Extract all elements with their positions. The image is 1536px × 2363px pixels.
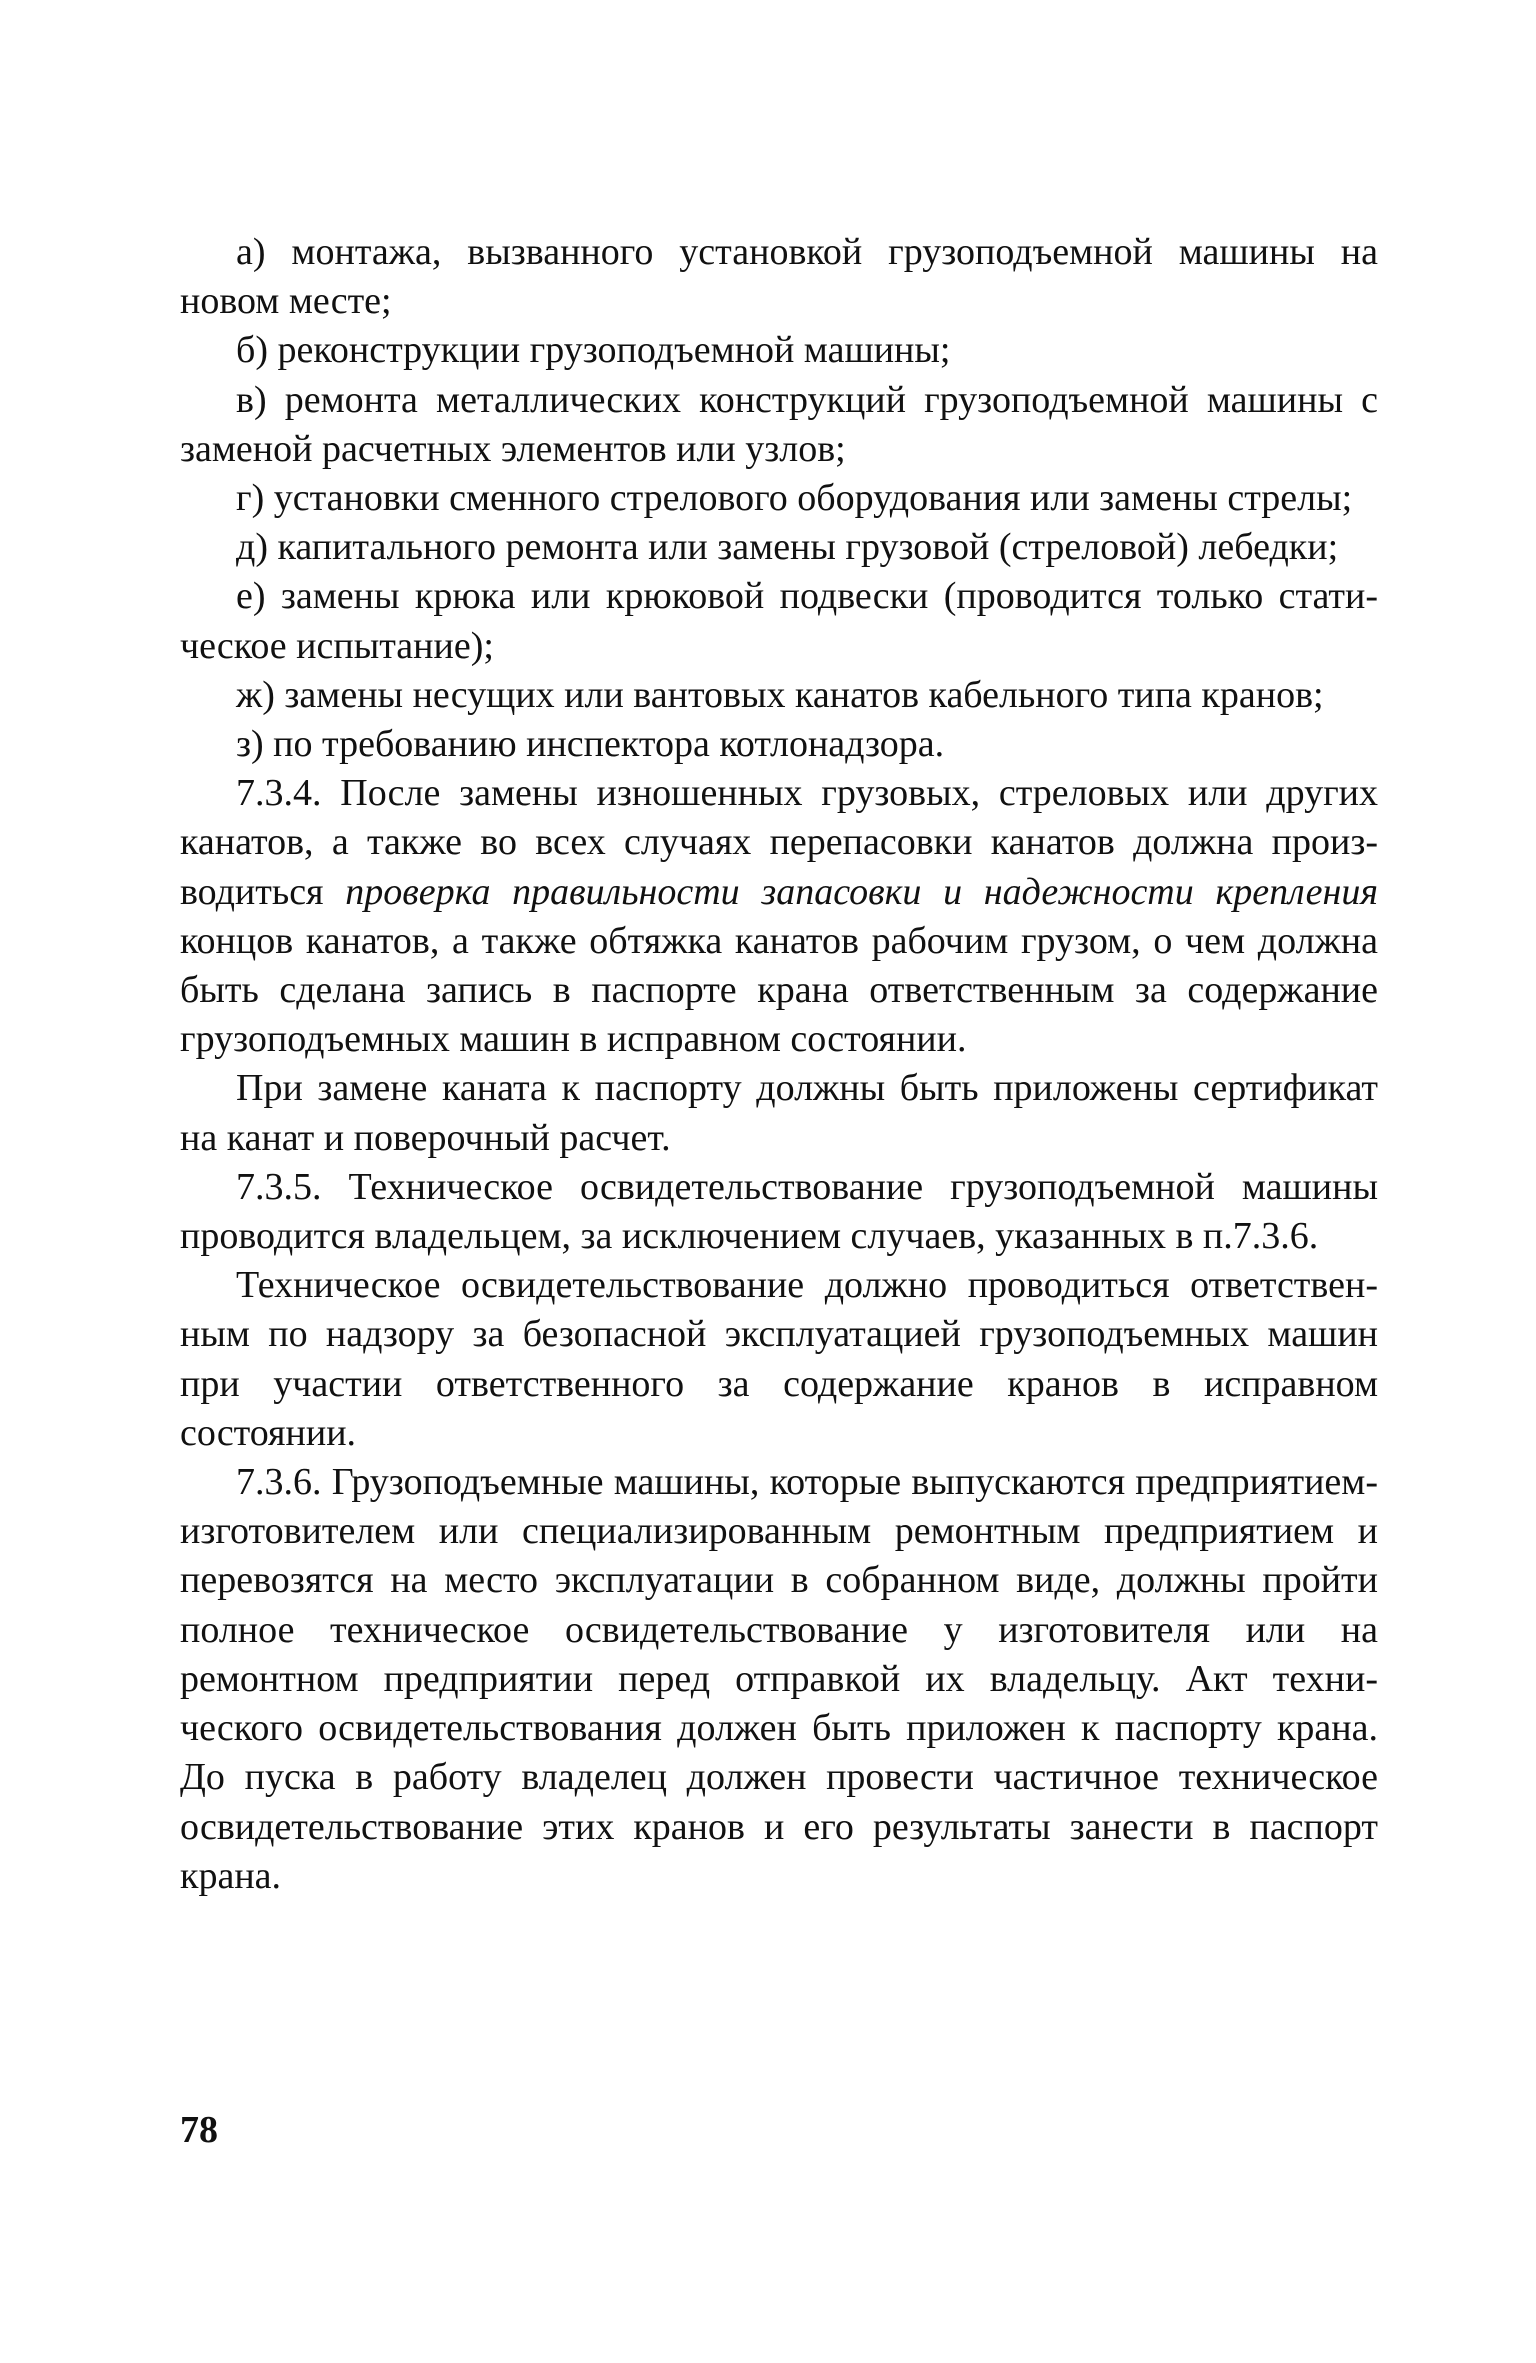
list-item-z: з) по требованию инспектора котлонадзора. (236, 723, 945, 766)
section-7-3-6: 7.3.6. Грузоподъемные машины, которые выпускаются предприятием-изготовителем или специализированным ремонтным предприятием и перевозятся на место эксплуатации в собранном виде, должны пройти полное техническое освидетельствование у изготовителя или на ремонтном предприятии перед отправкой их владельцу. Акт технического освидетельствования должен быть приложен к паспорту крана. До пуска в работу владелец должен провести частичное техническое освидетельствование этих кранов и его результаты занести в паспорт крана. (180, 1461, 1378, 1897)
section-7-3-4-end: концов канатов, а также обтяжка канатов рабочим грузом, о чем должна быть сделана запись в паспорте крана ответственным за содержание грузоподъемных машин в исправном состоянии. (180, 919, 1378, 1061)
list-item-d: д) капитального ремонта или замены грузовой (стреловой) лебедки; (236, 526, 1339, 569)
page-number: 78 (180, 2109, 218, 2151)
section-7-3-4-italic: проверка правильности запасовки и надежности крепления (345, 870, 1378, 913)
body-text (180, 228, 1378, 1901)
list-item-e: е) замены крюка или крюковой подвески (проводится только статическое испытание); (180, 575, 1378, 667)
list-item-zh: ж) замены несущих или вантовых канатов кабельного типа кранов; (236, 673, 1324, 716)
list-item-b: б) реконструкции грузоподъемной машины; (236, 329, 951, 372)
list-item-a: а) монтажа, вызванного установкой грузоподъемной машины на новом месте; (180, 231, 1378, 323)
section-7-3-4 (180, 769, 1378, 1064)
rope-replacement-paragraph: При замене каната к паспорту должны быть приложены сертификат на канат и поверочный расчет. (180, 1067, 1378, 1159)
inspection-responsibility-paragraph: Техническое освидетельствование должно проводиться ответственным по надзору за безопасной эксплуатацией грузоподъемных машин при участии ответственного за содержание кранов в исправном состоянии. (180, 1264, 1378, 1454)
section-7-3-4-start: 7.3.4. После замены изношенных грузовых, стреловых или других канатов, а также во всех случаях перепасовки канатов должна производиться (180, 772, 1378, 913)
section-7-3-5: 7.3.5. Техническое освидетельствование грузоподъемной машины проводится владельцем, за исключением случаев, указанных в п.7.3.6. (180, 1165, 1378, 1258)
list-item-g: г) установки сменного стрелового оборудования или замены стрелы; (236, 477, 1353, 520)
list-item-v: в) ремонта металлических конструкций грузоподъемной машины с заменой расчетных элементов или узлов; (180, 378, 1378, 470)
